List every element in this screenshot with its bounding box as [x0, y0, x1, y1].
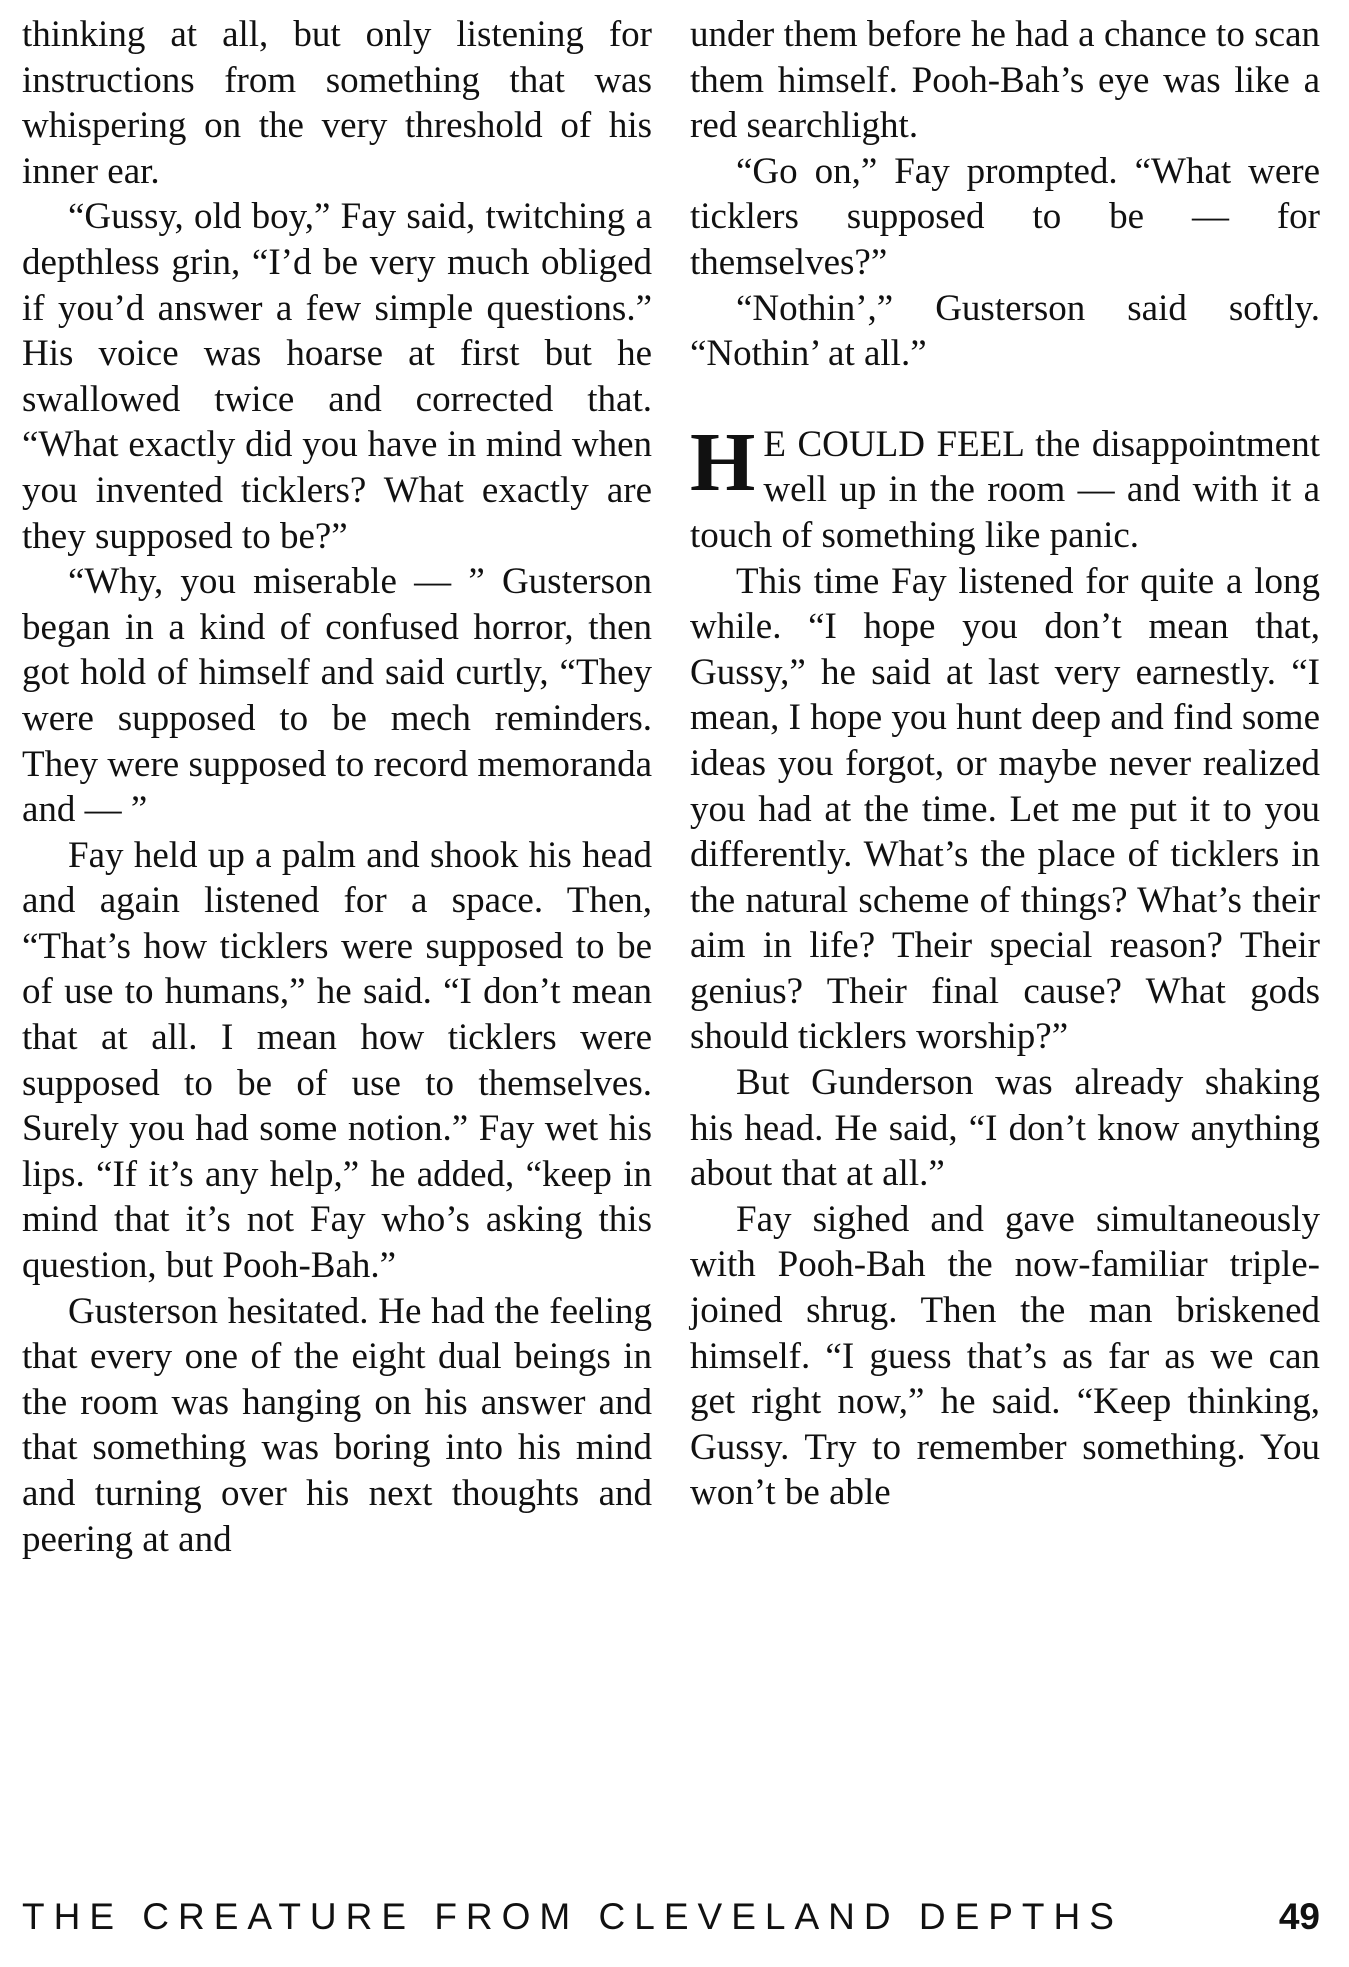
paragraph: Fay sighed and gave simultaneously with Pooh-Bah the now-familiar triple-joined shrug. Then the man briskened himself. “I guess that’s as far as we can get right now,” he said. “Keep thinking, Gussy. Try to remember something. You won’t be able	[690, 1198, 1320, 1514]
paragraph: “Go on,” Fay prompted. “What were ticklers supposed to be — for themselves?”	[690, 150, 1320, 283]
section-break	[690, 377, 1320, 422]
paragraph: Fay held up a palm and shook his head and again listened for a space. Then, “That’s how ticklers were supposed to be of use to humans,” he said. “I don’t mean that at all. I mean how ticklers were supposed to be of use to themselves. Surely you had some notion.” Fay wet his lips. “If it’s any help,” he added, “keep in mind that it’s not Fay who’s asking this question, but Pooh-Bah.”	[22, 834, 652, 1287]
section-opening-paragraph	[690, 415, 1320, 559]
paragraph: “Nothin’,” Gusterson said softly. “Nothin’ at all.”	[690, 287, 1320, 375]
running-title: THE CREATURE FROM CLEVELAND DEPTHS	[22, 1896, 1123, 1937]
paragraph: “Gussy, old boy,” Fay said, twitching a depthless grin, “I’d be very much obliged if you’d answer a few simple questions.” His voice was hoarse at first but he swallowed twice and corrected that. “What exactly did you have in mind when you invented ticklers? What exactly are they supposed to be?”	[22, 196, 652, 557]
paragraph: thinking at all, but only listening for instructions from something that was whispering on the very threshold of his inner ear.	[22, 14, 652, 192]
page-number: 49	[1278, 1896, 1320, 1937]
paragraph: “Why, you miserable — ” Gusterson began in a kind of confused horror, then got hold of himself and said curtly, “They were supposed to be mech reminders. They were supposed to record memoranda and — ”	[22, 561, 652, 831]
paragraph: Gusterson hesitated. He had the feeling that every one of the eight dual beings in the room was hanging on his answer and that something was boring into his mind and turning over his next thoughts and peering at and	[22, 1290, 652, 1560]
paragraph: But Gunderson was already shaking his head. He said, “I don’t know anything about that at all.”	[690, 1062, 1320, 1195]
paragraph: under them before he had a chance to scan them himself. Pooh-Bah’s eye was like a red searchlight.	[690, 14, 1320, 147]
paragraph: This time Fay listened for quite a long while. “I hope you don’t mean that, Gussy,” he said at last very earnestly. “I mean, I hope you hunt deep and find some ideas you forgot, or maybe never realized you had at the time. Let me put it to you differently. What’s the place of ticklers in the natural scheme of things? What’s their aim in life? Their special reason? Their genius? Their final cause? What gods should ticklers worship?”	[690, 560, 1320, 1058]
section-lead-text: the disappointment well up in the room — and with it a touch of something like panic.	[690, 423, 1320, 556]
right-column	[690, 12, 1320, 1516]
page-footer	[22, 1896, 1320, 1946]
section-lead-in: E COULD FEEL	[763, 423, 1024, 465]
drop-cap: H	[690, 415, 754, 509]
left-column	[22, 12, 652, 1562]
